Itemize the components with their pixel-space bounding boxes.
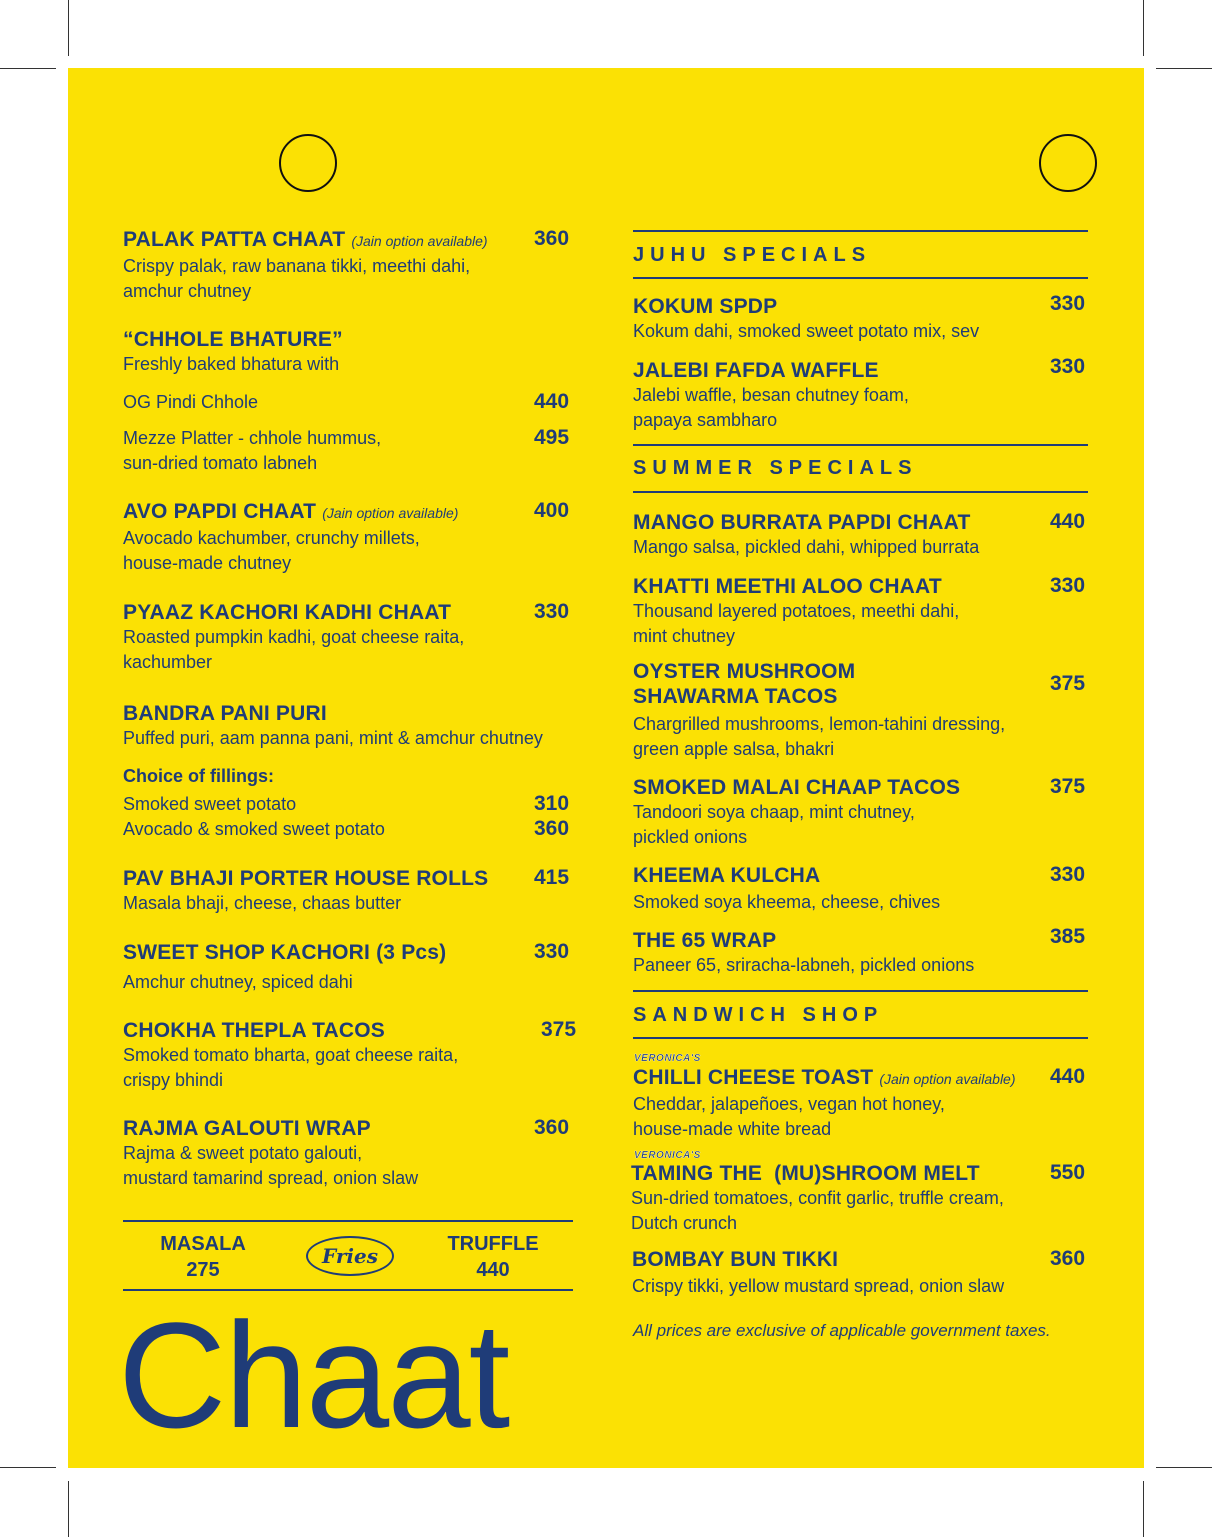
item-name: RAJMA GALOUTI WRAP (123, 1117, 371, 1140)
item-description: Amchur chutney, spiced dahi (123, 972, 353, 992)
item-name: KOKUM SPDP (633, 295, 778, 318)
page-title: Chaat (118, 1291, 509, 1459)
crop-mark (1143, 1481, 1144, 1537)
item-name: PALAK PATTA CHAAT (123, 228, 346, 251)
veronicas-logo: VERONICA'S (634, 1053, 701, 1064)
option-price: 440 (534, 390, 570, 413)
menu-item-chilli-cheese-toast (633, 1065, 1016, 1142)
item-price: 330 (1050, 292, 1086, 315)
item-description: Paneer 65, sriracha-labneh, pickled onions (633, 955, 975, 975)
item-description: Crispy tikki, yellow mustard spread, onion slaw (632, 1276, 1005, 1296)
section-rule (633, 230, 1088, 232)
section-title-sandwich-shop: SANDWICH SHOP (633, 1004, 884, 1026)
item-description: Crispy palak, raw banana tikki, meethi dahi, amchur chutney (123, 256, 471, 301)
item-price: 440 (1050, 510, 1086, 533)
item-description: Masala bhaji, cheese, chaas butter (123, 893, 402, 913)
fries-truffle (438, 1231, 548, 1283)
section-rule (633, 277, 1088, 279)
item-price: 550 (1050, 1161, 1086, 1184)
item-name: JALEBI FAFDA WAFFLE (633, 359, 879, 382)
jain-note: (Jain option available) (322, 505, 459, 521)
choice-heading: Choice of fillings: (123, 766, 274, 786)
fries-masala-label: MASALA (160, 1233, 246, 1255)
item-price: 415 (534, 866, 570, 889)
item-name: SWEET SHOP KACHORI (3 Pcs) (123, 941, 447, 964)
item-name: CHILLI CHEESE TOAST (633, 1066, 874, 1089)
fries-masala (148, 1231, 258, 1283)
item-description: Puffed puri, aam panna pani, mint & amchur chutney (123, 728, 543, 748)
option-og-pindi-chhole: OG Pindi Chhole (123, 392, 259, 412)
item-description: Sun-dried tomatoes, confit garlic, truffle cream, Dutch crunch (631, 1188, 1004, 1233)
menu-sheet (68, 68, 1144, 1468)
item-description: Jalebi waffle, besan chutney foam, papaya sambharo (633, 385, 909, 430)
item-price: 360 (534, 1116, 570, 1139)
item-name: BANDRA PANI PURI (123, 702, 327, 725)
menu-item-malai-chaap-tacos (633, 775, 960, 850)
crop-mark (68, 0, 69, 56)
item-description: Smoked soya kheema, cheese, chives (633, 892, 941, 912)
item-price: 375 (1050, 672, 1086, 695)
menu-item-kokum-spdp (633, 294, 979, 344)
filling-price: 360 (534, 817, 570, 840)
item-name: BOMBAY BUN TIKKI (632, 1248, 839, 1271)
item-name: OYSTER MUSHROOM SHAWARMA TACOS (633, 660, 856, 708)
fries-masala-price: 275 (186, 1259, 220, 1281)
item-price: 400 (534, 499, 570, 522)
menu-item-jalebi-fafda-waffle (633, 358, 909, 433)
crop-mark (1156, 1467, 1212, 1468)
item-description: Tandoori soya chaap, mint chutney, pickled onions (633, 802, 915, 847)
menu-item-65-wrap (633, 928, 974, 978)
item-price: 330 (1050, 574, 1086, 597)
option-mezze-platter: Mezze Platter - chhole hummus, sun-dried tomato labneh (123, 428, 382, 473)
item-name: KHEEMA KULCHA (633, 864, 821, 887)
item-price: 330 (534, 940, 570, 963)
item-description: Cheddar, jalapeñoes, vegan hot honey, house-made white bread (633, 1094, 945, 1139)
crop-mark (0, 68, 56, 69)
item-price: 330 (534, 600, 570, 623)
menu-item-chhole-bhature (123, 327, 343, 377)
item-description: Smoked tomato bharta, goat cheese raita, crispy bhindi (123, 1045, 459, 1090)
section-rule (633, 990, 1088, 992)
item-name: KHATTI MEETHI ALOO CHAAT (633, 575, 942, 598)
menu-item-khatti-meethi (633, 574, 959, 649)
menu-item-oyster-mushroom (633, 659, 1005, 762)
item-description: Avocado kachumber, crunchy millets, house-made chutney (123, 528, 420, 573)
filling-option: Avocado & smoked sweet potato (123, 819, 385, 839)
item-price: 375 (541, 1018, 577, 1041)
section-rule (633, 491, 1088, 493)
item-description: Rajma & sweet potato galouti, mustard tamarind spread, onion slaw (123, 1143, 419, 1188)
item-price: 440 (1050, 1065, 1086, 1088)
item-price: 385 (1050, 925, 1086, 948)
menu-item-chokha-thepla-tacos (123, 1018, 458, 1093)
punch-hole-right (1039, 134, 1097, 192)
menu-item-avo-papdi-chaat (123, 499, 458, 576)
item-price: 375 (1050, 775, 1086, 798)
item-name: PAV BHAJI PORTER HOUSE ROLLS (123, 867, 489, 890)
punch-hole-left (279, 134, 337, 192)
jain-note: (Jain option available) (879, 1071, 1016, 1087)
crop-mark (0, 1467, 56, 1468)
item-name: PYAAZ KACHORI KADHI CHAAT (123, 601, 452, 624)
item-name: AVO PAPDI CHAAT (123, 500, 317, 523)
section-title-juhu-specials: JUHU SPECIALS (633, 244, 872, 266)
fries-truffle-label: TRUFFLE (447, 1233, 539, 1255)
crop-mark (1156, 68, 1212, 69)
item-price: 360 (1050, 1247, 1086, 1270)
section-rule (633, 444, 1088, 446)
menu-item-pyaaz-kachori (123, 600, 464, 675)
option-price: 495 (534, 426, 570, 449)
menu-item-palak-patta-chaat (123, 227, 488, 304)
item-name: SMOKED MALAI CHAAP TACOS (633, 776, 961, 799)
item-name: TAMING THE (MU)SHROOM MELT (631, 1162, 980, 1185)
menu-item-sweet-shop-kachori (123, 940, 446, 995)
menu-item-mango-burrata (633, 510, 979, 560)
item-description: Thousand layered potatoes, meethi dahi, mint chutney (633, 601, 960, 646)
crop-mark (68, 1481, 69, 1537)
item-price: 330 (1050, 863, 1086, 886)
fries-top-rule (123, 1220, 573, 1222)
crop-mark (1143, 0, 1144, 56)
section-rule (633, 1037, 1088, 1039)
item-price: 360 (534, 227, 570, 250)
section-title-summer-specials: SUMMER SPECIALS (633, 457, 918, 479)
item-description: Chargrilled mushrooms, lemon-tahini dressing, green apple salsa, bhakri (633, 714, 1006, 759)
menu-item-bombay-bun-tikki (632, 1247, 1004, 1299)
filling-price: 310 (534, 792, 570, 815)
item-description: Mango salsa, pickled dahi, whipped burrata (633, 537, 980, 557)
menu-item-pav-bhaji-rolls (123, 866, 488, 916)
jain-note: (Jain option available) (351, 233, 488, 249)
veronicas-logo: VERONICA'S (634, 1150, 701, 1161)
item-name: MANGO BURRATA PAPDI CHAAT (633, 511, 971, 534)
tax-note: All prices are exclusive of applicable government taxes. (633, 1321, 1051, 1340)
menu-item-bandra-pani-puri (123, 701, 543, 751)
menu-item-rajma-galouti-wrap (123, 1116, 418, 1191)
item-name: THE 65 WRAP (633, 929, 777, 952)
filling-option: Smoked sweet potato (123, 794, 297, 814)
item-description: Roasted pumpkin kadhi, goat cheese raita, kachumber (123, 627, 465, 672)
item-price: 330 (1050, 355, 1086, 378)
fries-truffle-price: 440 (476, 1259, 510, 1281)
item-name: “CHHOLE BHATURE” (123, 328, 343, 351)
menu-item-taming-the-mushroom-melt (631, 1161, 1004, 1236)
item-name: CHOKHA THEPLA TACOS (123, 1019, 386, 1042)
item-description: Kokum dahi, smoked sweet potato mix, sev (633, 321, 980, 341)
menu-item-kheema-kulcha (633, 863, 940, 915)
item-description: Freshly baked bhatura with (123, 354, 340, 374)
fries-logo: Fries (306, 1236, 394, 1276)
